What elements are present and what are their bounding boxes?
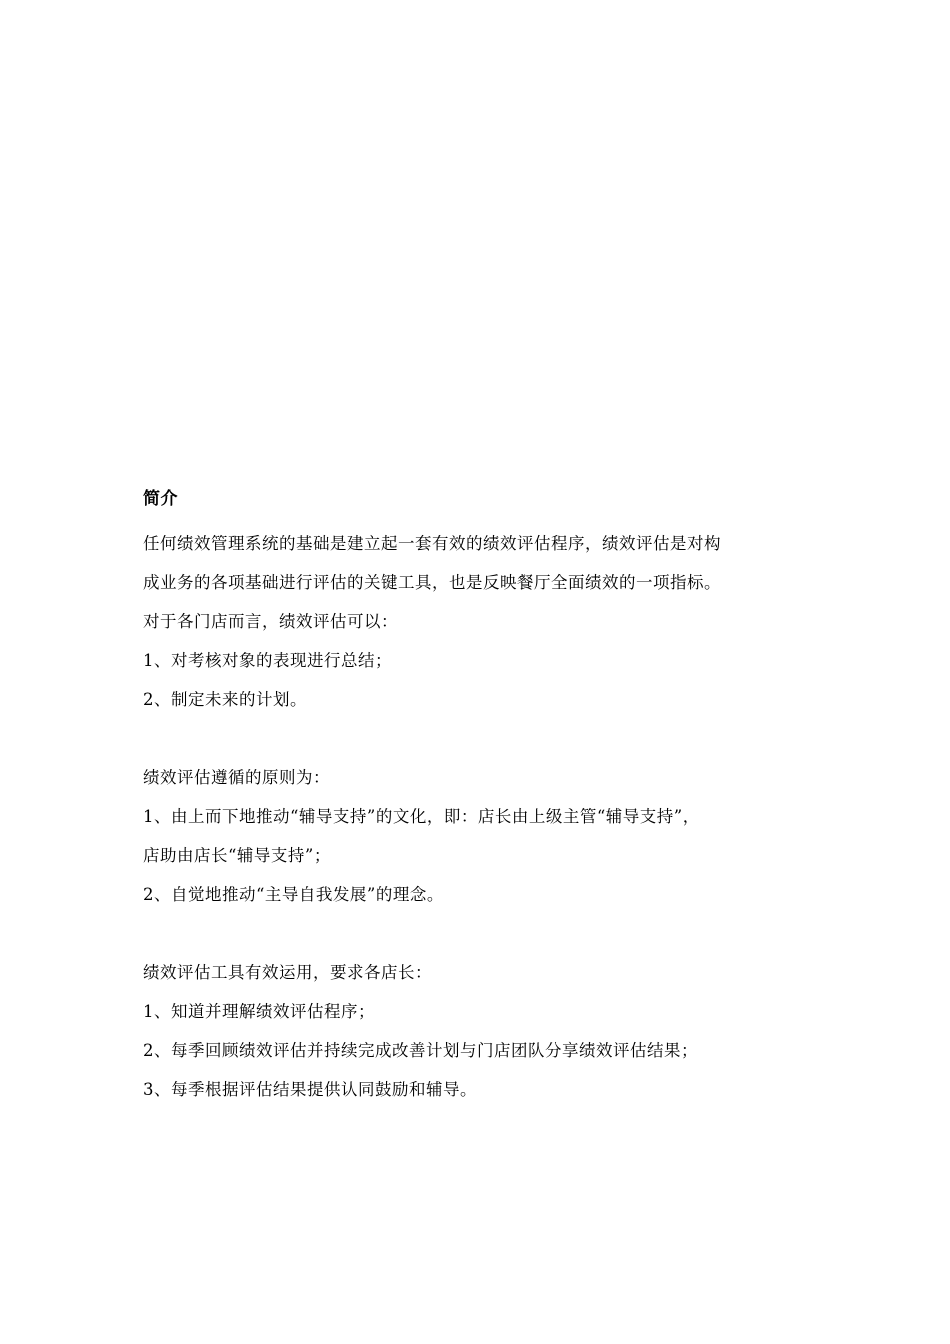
- intro-lead: 对于各门店而言，绩效评估可以：: [143, 612, 398, 631]
- spacer: [143, 914, 823, 953]
- principles-item-1-line-2: 店助由店长“辅导支持”；: [143, 846, 331, 865]
- intro-section: [143, 524, 823, 719]
- requirements-title: 绩效评估工具有效运用，要求各店长：: [143, 963, 432, 982]
- principles-item-1-line-1: 1、由上而下地推动“辅导支持”的文化，即：店长由上级主管“辅导支持”，: [143, 807, 700, 826]
- intro-paragraph-line-1: 任何绩效管理系统的基础是建立起一套有效的绩效评估程序，绩效评估是对构: [143, 534, 721, 553]
- principles-item-2: 2、自觉地推动“主导自我发展”的理念。: [143, 885, 444, 904]
- principles-section: [143, 758, 823, 914]
- spacer: [143, 719, 823, 758]
- intro-paragraph-line-2: 成业务的各项基础进行评估的关键工具，也是反映餐厅全面绩效的一项指标。: [143, 573, 721, 592]
- requirements-section: [143, 953, 823, 1109]
- intro-item-1: 1、对考核对象的表现进行总结；: [143, 651, 392, 670]
- document-body: [143, 488, 823, 1109]
- requirements-item-3: 3、每季根据评估结果提供认同鼓励和辅导。: [143, 1080, 477, 1099]
- requirements-item-1: 1、知道并理解绩效评估程序；: [143, 1002, 375, 1021]
- intro-item-2: 2、制定未来的计划。: [143, 690, 307, 709]
- requirements-item-2: 2、每季回顾绩效评估并持续完成改善计划与门店团队分享绩效评估结果；: [143, 1041, 698, 1060]
- principles-title: 绩效评估遵循的原则为：: [143, 768, 330, 787]
- section-title: 简介: [143, 489, 178, 509]
